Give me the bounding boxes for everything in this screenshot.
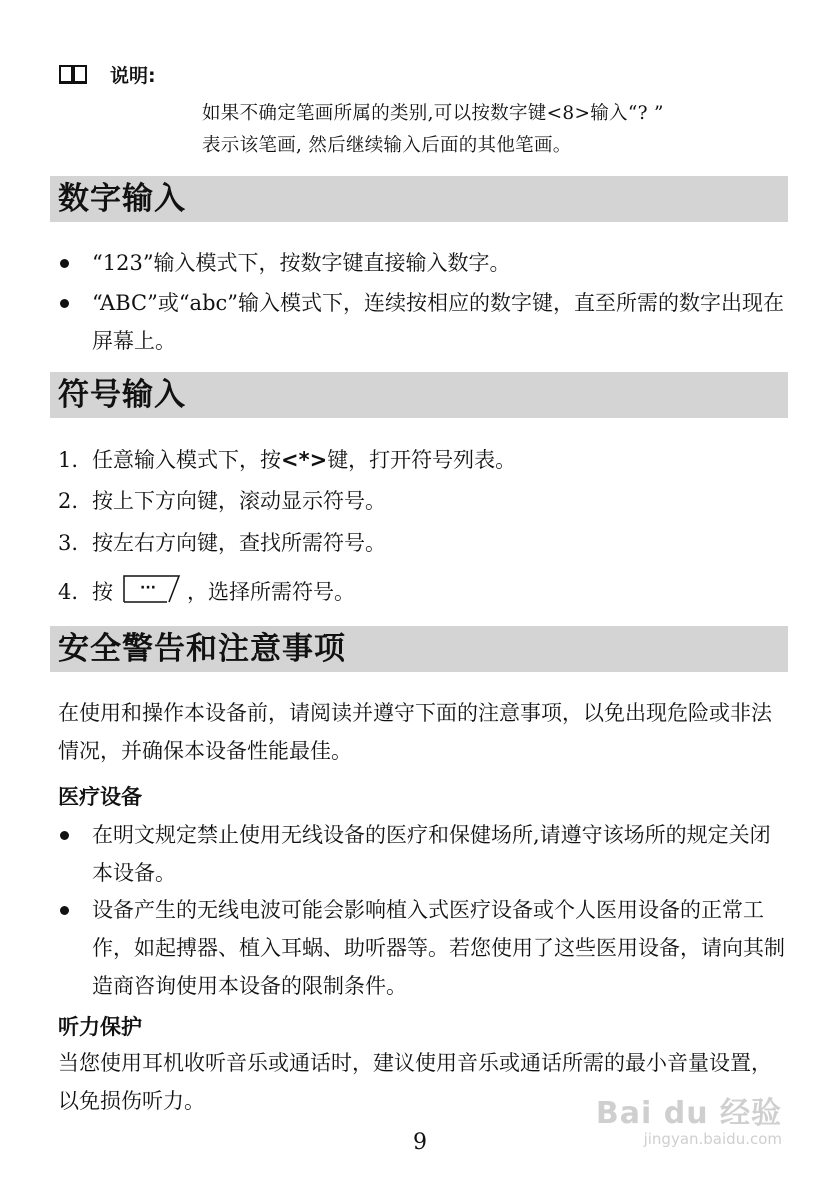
watermark: [596, 1088, 782, 1148]
watermark-url: jingyan.baidu.com: [643, 1130, 782, 1148]
subheading-medical: 医疗设备: [58, 785, 142, 809]
list-item-text: “123”输入模式下，按数字键直接输入数字。: [92, 251, 511, 275]
step-item: [58, 441, 516, 479]
step-item: [58, 572, 355, 611]
step-item: [58, 482, 386, 520]
subheading-hearing: 听力保护: [58, 1015, 142, 1039]
softkey-icon: [121, 572, 183, 606]
step-text: 按左右方向键，查找所需符号。: [92, 531, 386, 555]
list-item: [58, 816, 788, 892]
step-text: 按上下方向键，滚动显示符号。: [92, 489, 386, 513]
section-title-digit-input: 数字输入: [50, 176, 788, 222]
star-key-label: <*>: [281, 448, 328, 472]
step-item: [58, 524, 386, 562]
section-title-symbol-input: 符号输入: [50, 372, 788, 418]
page-number: 9: [413, 1130, 427, 1155]
step-text: 按: [92, 580, 113, 604]
step-number: 3.: [58, 531, 79, 555]
note-line: 表示该笔画, 然后继续输入后面的其他笔画。: [202, 135, 572, 156]
note-header: [58, 60, 156, 88]
step-number: 2.: [58, 489, 79, 513]
list-item: [58, 891, 788, 1005]
list-item: [58, 244, 788, 282]
safety-intro: 在使用和操作本设备前，请阅读并遵守下面的注意事项，以免出现危险或非法情况，并确保本设备性能最佳。: [58, 701, 772, 763]
step-number: 4.: [58, 580, 79, 604]
list-item-text: 在明文规定禁止使用无线设备的医疗和保健场所,请遵守该场所的规定关闭本设备。: [92, 823, 771, 885]
note-line: 如果不确定笔画所属的类别,可以按数字键<8>输入“? ”: [202, 103, 664, 124]
list-item-text: 设备产生的无线电波可能会影响植入式医疗设备或个人医用设备的正常工作，如起搏器、植入耳蜗、助听器等。若您使用了这些医用设备，请向其制造商咨询使用本设备的限制条件。: [92, 898, 785, 998]
hearing-text: 当您使用耳机收听音乐或通话时，建议使用音乐或通话所需的最小音量设置，以免损伤听力。: [58, 1051, 772, 1113]
list-item-text: “ABC”或“abc”输入模式下，连续按相应的数字键，直至所需的数字出现在屏幕上。: [92, 291, 785, 353]
step-text: 键，打开符号列表。: [327, 448, 517, 472]
note-label: 说明:: [110, 64, 156, 87]
step-text: 任意输入模式下，按: [92, 448, 281, 472]
watermark-brand: Bai du 经验: [595, 1096, 782, 1131]
list-item: [58, 284, 788, 360]
book-icon: [58, 63, 88, 85]
section-title-safety: 安全警告和注意事项: [50, 626, 788, 672]
note-text: [202, 98, 802, 162]
step-text: ，选择所需符号。: [187, 580, 355, 604]
step-number: 1.: [58, 448, 79, 472]
softkey-glyph: ···: [140, 580, 156, 596]
